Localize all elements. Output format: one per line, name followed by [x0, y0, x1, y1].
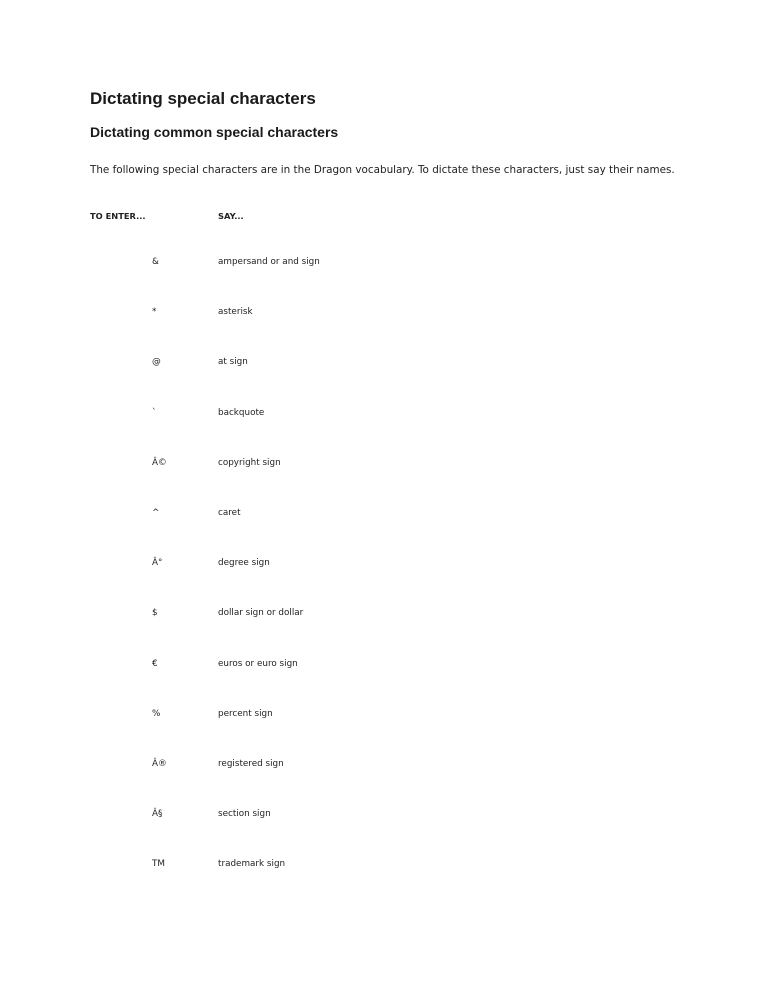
- special-character-cell: $: [152, 608, 158, 618]
- table-row: [0, 458, 768, 472]
- column-header-say: SAY...: [218, 211, 244, 221]
- table-row: [0, 257, 768, 271]
- spoken-phrase-cell: asterisk: [218, 307, 253, 317]
- spoken-phrase-cell: trademark sign: [218, 859, 286, 869]
- spoken-phrase-cell: section sign: [218, 809, 271, 819]
- table-row: [0, 859, 768, 873]
- special-character-cell: `: [152, 408, 157, 418]
- table-row: [0, 307, 768, 321]
- table-row: [0, 408, 768, 422]
- spoken-phrase-cell: registered sign: [218, 759, 284, 769]
- section-heading: Dictating common special characters: [90, 124, 339, 140]
- special-character-cell: %: [152, 709, 161, 719]
- special-character-cell: TM: [152, 859, 165, 869]
- table-row: [0, 558, 768, 572]
- table-row: [0, 759, 768, 773]
- page-title: Dictating special characters: [90, 89, 316, 108]
- spoken-phrase-cell: backquote: [218, 408, 265, 418]
- table-row: [0, 809, 768, 823]
- special-character-cell: Â©: [152, 458, 167, 468]
- special-character-cell: Â°: [152, 558, 163, 568]
- special-character-cell: @: [152, 357, 161, 367]
- spoken-phrase-cell: copyright sign: [218, 458, 281, 468]
- special-character-cell: ^: [152, 508, 160, 518]
- special-character-cell: Â§: [152, 809, 163, 819]
- column-header-to-enter: TO ENTER...: [90, 211, 146, 221]
- spoken-phrase-cell: euros or euro sign: [218, 659, 298, 669]
- spoken-phrase-cell: percent sign: [218, 709, 273, 719]
- spoken-phrase-cell: at sign: [218, 357, 248, 367]
- table-row: [0, 659, 768, 673]
- special-character-cell: Â®: [152, 759, 167, 769]
- special-character-cell: €: [152, 659, 158, 669]
- spoken-phrase-cell: degree sign: [218, 558, 270, 568]
- table-row: [0, 508, 768, 522]
- special-character-cell: &: [152, 257, 159, 267]
- spoken-phrase-cell: caret: [218, 508, 241, 518]
- intro-paragraph: The following special characters are in the Dragon vocabulary. To dictate these characters, just say their names.: [90, 164, 675, 176]
- table-row: [0, 709, 768, 723]
- special-character-cell: *: [152, 307, 157, 317]
- spoken-phrase-cell: dollar sign or dollar: [218, 608, 304, 618]
- table-row: [0, 357, 768, 371]
- spoken-phrase-cell: ampersand or and sign: [218, 257, 320, 267]
- table-row: [0, 608, 768, 622]
